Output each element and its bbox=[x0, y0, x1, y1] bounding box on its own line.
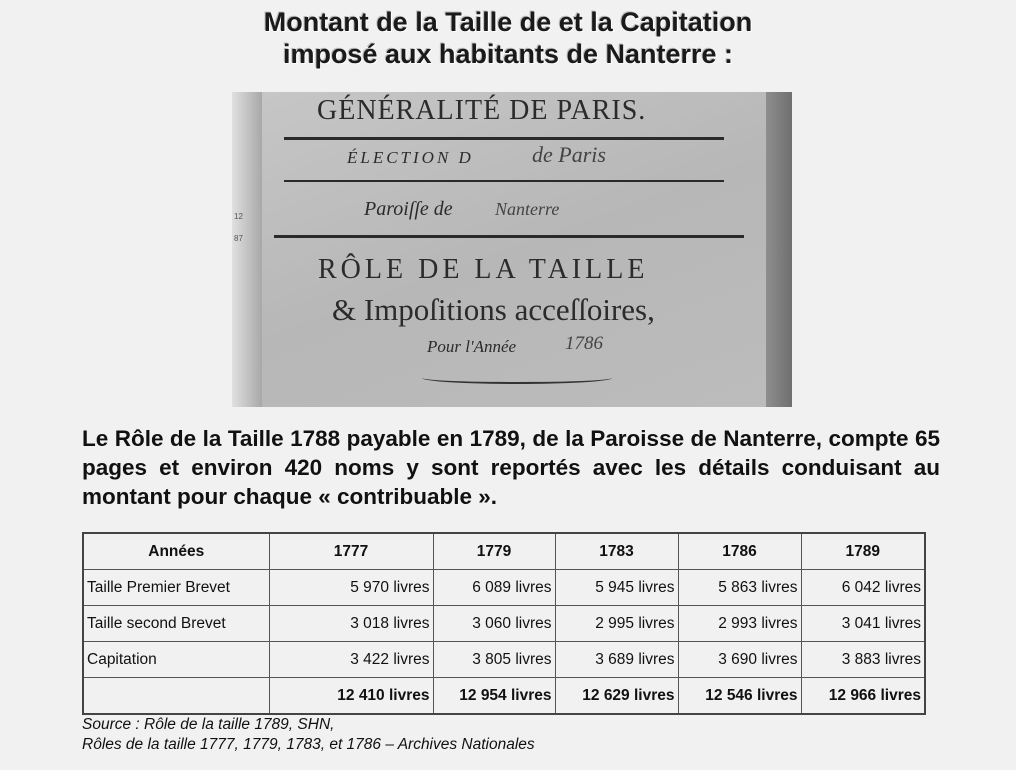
photo-pour: Pour l'Année bbox=[427, 337, 517, 356]
divider-line bbox=[274, 235, 744, 238]
photo-election: ÉLECTION D bbox=[347, 148, 474, 167]
margin-mark-a: 12 bbox=[234, 212, 243, 221]
photo-edge bbox=[766, 92, 792, 407]
photo-annee: 1786 bbox=[565, 333, 603, 354]
table-cell-total: 12 410 livres bbox=[269, 678, 433, 715]
table-cell-total: 12 966 livres bbox=[801, 678, 925, 715]
table-cell: 3 041 livres bbox=[801, 606, 925, 642]
row-label bbox=[83, 678, 269, 715]
page-title bbox=[0, 6, 1016, 70]
source-note bbox=[82, 715, 535, 755]
table-cell: 3 422 livres bbox=[269, 642, 433, 678]
table-cell: 3 883 livres bbox=[801, 642, 925, 678]
header-annees: Années bbox=[83, 533, 269, 570]
table-row-total bbox=[83, 678, 925, 715]
table-cell-total: 12 954 livres bbox=[433, 678, 555, 715]
margin-mark-b: 87 bbox=[234, 234, 243, 243]
table-cell: 5 945 livres bbox=[555, 570, 678, 606]
table-cell: 2 995 livres bbox=[555, 606, 678, 642]
table-row bbox=[83, 606, 925, 642]
table-cell: 6 042 livres bbox=[801, 570, 925, 606]
document-page bbox=[262, 92, 782, 407]
divider-line bbox=[284, 137, 724, 140]
photo-paroisse: Paroiſſe de bbox=[364, 198, 453, 220]
photo-generalite: GÉNÉRALITÉ DE PARIS. bbox=[317, 95, 647, 126]
table-cell: 5 970 livres bbox=[269, 570, 433, 606]
photo-paroisse-handwriting: Nanterre bbox=[495, 199, 560, 219]
table-cell: 2 993 livres bbox=[678, 606, 801, 642]
photo-election-handwriting: de Paris bbox=[532, 142, 606, 167]
photo-left-strip bbox=[232, 92, 262, 407]
title-line-2: imposé aux habitants de Nanterre : bbox=[282, 39, 734, 69]
photo-impositions: & Impoſitions acceſſoires, bbox=[332, 292, 655, 327]
row-label: Taille Premier Brevet bbox=[83, 570, 269, 606]
document-photo bbox=[232, 92, 792, 407]
table-cell-total: 12 546 livres bbox=[678, 678, 801, 715]
row-label: Capitation bbox=[83, 642, 269, 678]
table-header-row bbox=[83, 533, 925, 570]
description-text: Le Rôle de la Taille 1788 payable en 1789, de la Paroisse de Nanterre, compte 65 pages et environ 420 noms y sont reportés avec les détails conduisant au montant pour chaque « contribuable ». bbox=[82, 426, 940, 509]
table-cell: 3 689 livres bbox=[555, 642, 678, 678]
table-cell-total: 12 629 livres bbox=[555, 678, 678, 715]
table-cell: 3 690 livres bbox=[678, 642, 801, 678]
photo-role: RÔLE DE LA TAILLE bbox=[318, 254, 649, 285]
header-1779: 1779 bbox=[433, 533, 555, 570]
table-cell: 6 089 livres bbox=[433, 570, 555, 606]
header-1783: 1783 bbox=[555, 533, 678, 570]
title-line-1: Montant de la Taille de et la Capitation bbox=[263, 7, 753, 37]
taxes-table bbox=[82, 532, 926, 715]
table-cell: 3 018 livres bbox=[269, 606, 433, 642]
table-cell: 5 863 livres bbox=[678, 570, 801, 606]
table-cell: 3 805 livres bbox=[433, 642, 555, 678]
swash-line bbox=[422, 372, 612, 384]
row-label: Taille second Brevet bbox=[83, 606, 269, 642]
header-1786: 1786 bbox=[678, 533, 801, 570]
header-1777: 1777 bbox=[269, 533, 433, 570]
table-cell: 3 060 livres bbox=[433, 606, 555, 642]
header-1789: 1789 bbox=[801, 533, 925, 570]
table-row bbox=[83, 570, 925, 606]
divider-line bbox=[284, 180, 724, 182]
source-line-1: Source : Rôle de la taille 1789, SHN, bbox=[82, 716, 335, 733]
table-row bbox=[83, 642, 925, 678]
source-line-2: Rôles de la taille 1777, 1779, 1783, et 1786 – Archives Nationales bbox=[82, 736, 535, 753]
